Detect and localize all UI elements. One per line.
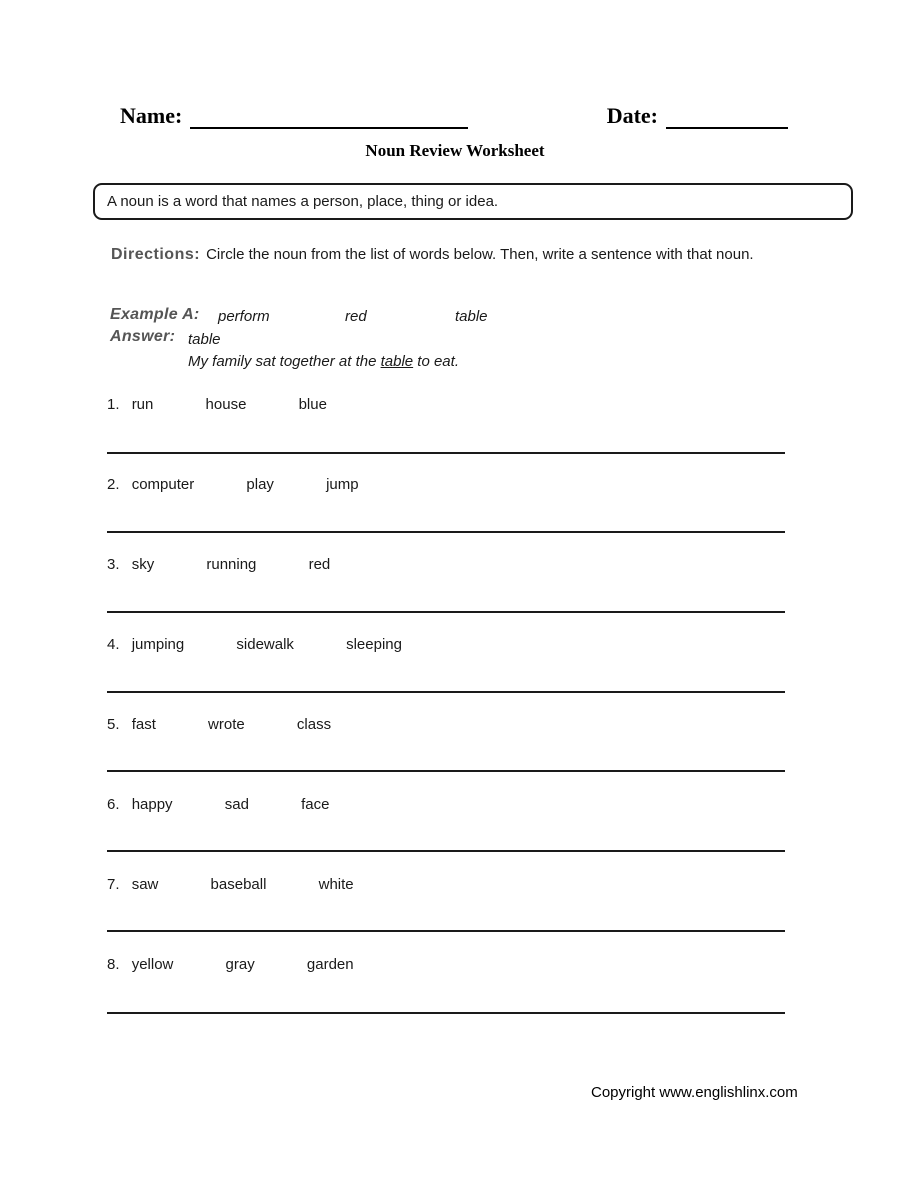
item-word: computer [131, 476, 195, 493]
item-word: sky [131, 556, 155, 573]
item-number: 4. [107, 636, 120, 653]
example-sentence [188, 353, 459, 370]
item-number: 8. [107, 956, 120, 973]
example-word-3: table [455, 308, 488, 325]
directions-paragraph [107, 244, 804, 266]
item-7 [107, 876, 402, 893]
page-title: Noun Review Worksheet [365, 141, 545, 160]
item-number: 6. [107, 796, 120, 813]
item-8 [107, 956, 402, 973]
item-number: 7. [107, 876, 120, 893]
date-blank-line [666, 103, 788, 129]
item-word: sidewalk [236, 636, 294, 653]
item-number: 2. [107, 476, 120, 493]
writing-line-5 [107, 770, 785, 772]
date-group [607, 103, 788, 129]
item-4 [107, 636, 450, 653]
header-row [120, 103, 788, 129]
writing-line-8 [107, 1012, 785, 1014]
noun-definition-box [93, 183, 853, 220]
item-word: wrote [208, 716, 245, 733]
item-word: jumping [131, 636, 185, 653]
item-word: gray [225, 956, 255, 973]
example-label: Example A: [110, 306, 200, 323]
item-5 [107, 716, 379, 733]
item-word: sleeping [346, 636, 402, 653]
date-label: Date: [606, 103, 658, 128]
name-label: Name: [120, 103, 183, 128]
item-3 [107, 556, 378, 573]
writing-line-1 [107, 452, 785, 454]
writing-line-7 [107, 930, 785, 932]
item-word: sad [224, 796, 249, 813]
example-sentence-prefix: My family sat together at the [188, 353, 381, 370]
item-word: garden [306, 956, 354, 973]
item-word: baseball [210, 876, 267, 893]
noun-definition-text: A noun is a word that names a person, place, thing or idea. [107, 193, 499, 210]
item-word: run [131, 396, 154, 413]
writing-line-6 [107, 850, 785, 852]
item-word: fast [131, 716, 156, 733]
copyright-text: Copyright www.englishlinx.com [591, 1084, 798, 1101]
example-sentence-suffix: to eat. [413, 353, 459, 370]
example-word-1: perform [218, 308, 270, 325]
answer-label: Answer: [110, 328, 176, 345]
item-2 [107, 476, 407, 493]
item-word: red [308, 556, 331, 573]
item-number: 1. [107, 396, 120, 413]
item-word: yellow [131, 956, 174, 973]
example-word-2: red [345, 308, 367, 325]
writing-line-3 [107, 611, 785, 613]
item-word: play [246, 476, 274, 493]
writing-line-2 [107, 531, 785, 533]
item-6 [107, 796, 377, 813]
item-number: 5. [107, 716, 120, 733]
item-word: running [206, 556, 257, 573]
example-sentence-underlined-word: table [380, 353, 414, 370]
item-word: white [318, 876, 354, 893]
item-word: happy [131, 796, 173, 813]
name-blank-line [190, 103, 468, 129]
directions-label: Directions: [111, 246, 201, 263]
item-1 [107, 396, 375, 413]
item-word: saw [131, 876, 159, 893]
item-number: 3. [107, 556, 120, 573]
item-word: class [296, 716, 332, 733]
item-word: jump [326, 476, 359, 493]
directions-text: Circle the noun from the list of words below. Then, write a sentence with that noun. [206, 246, 754, 263]
answer-word: table [188, 331, 221, 348]
item-word: house [205, 396, 247, 413]
item-word: blue [298, 396, 327, 413]
item-word: face [301, 796, 330, 813]
writing-line-4 [107, 691, 785, 693]
